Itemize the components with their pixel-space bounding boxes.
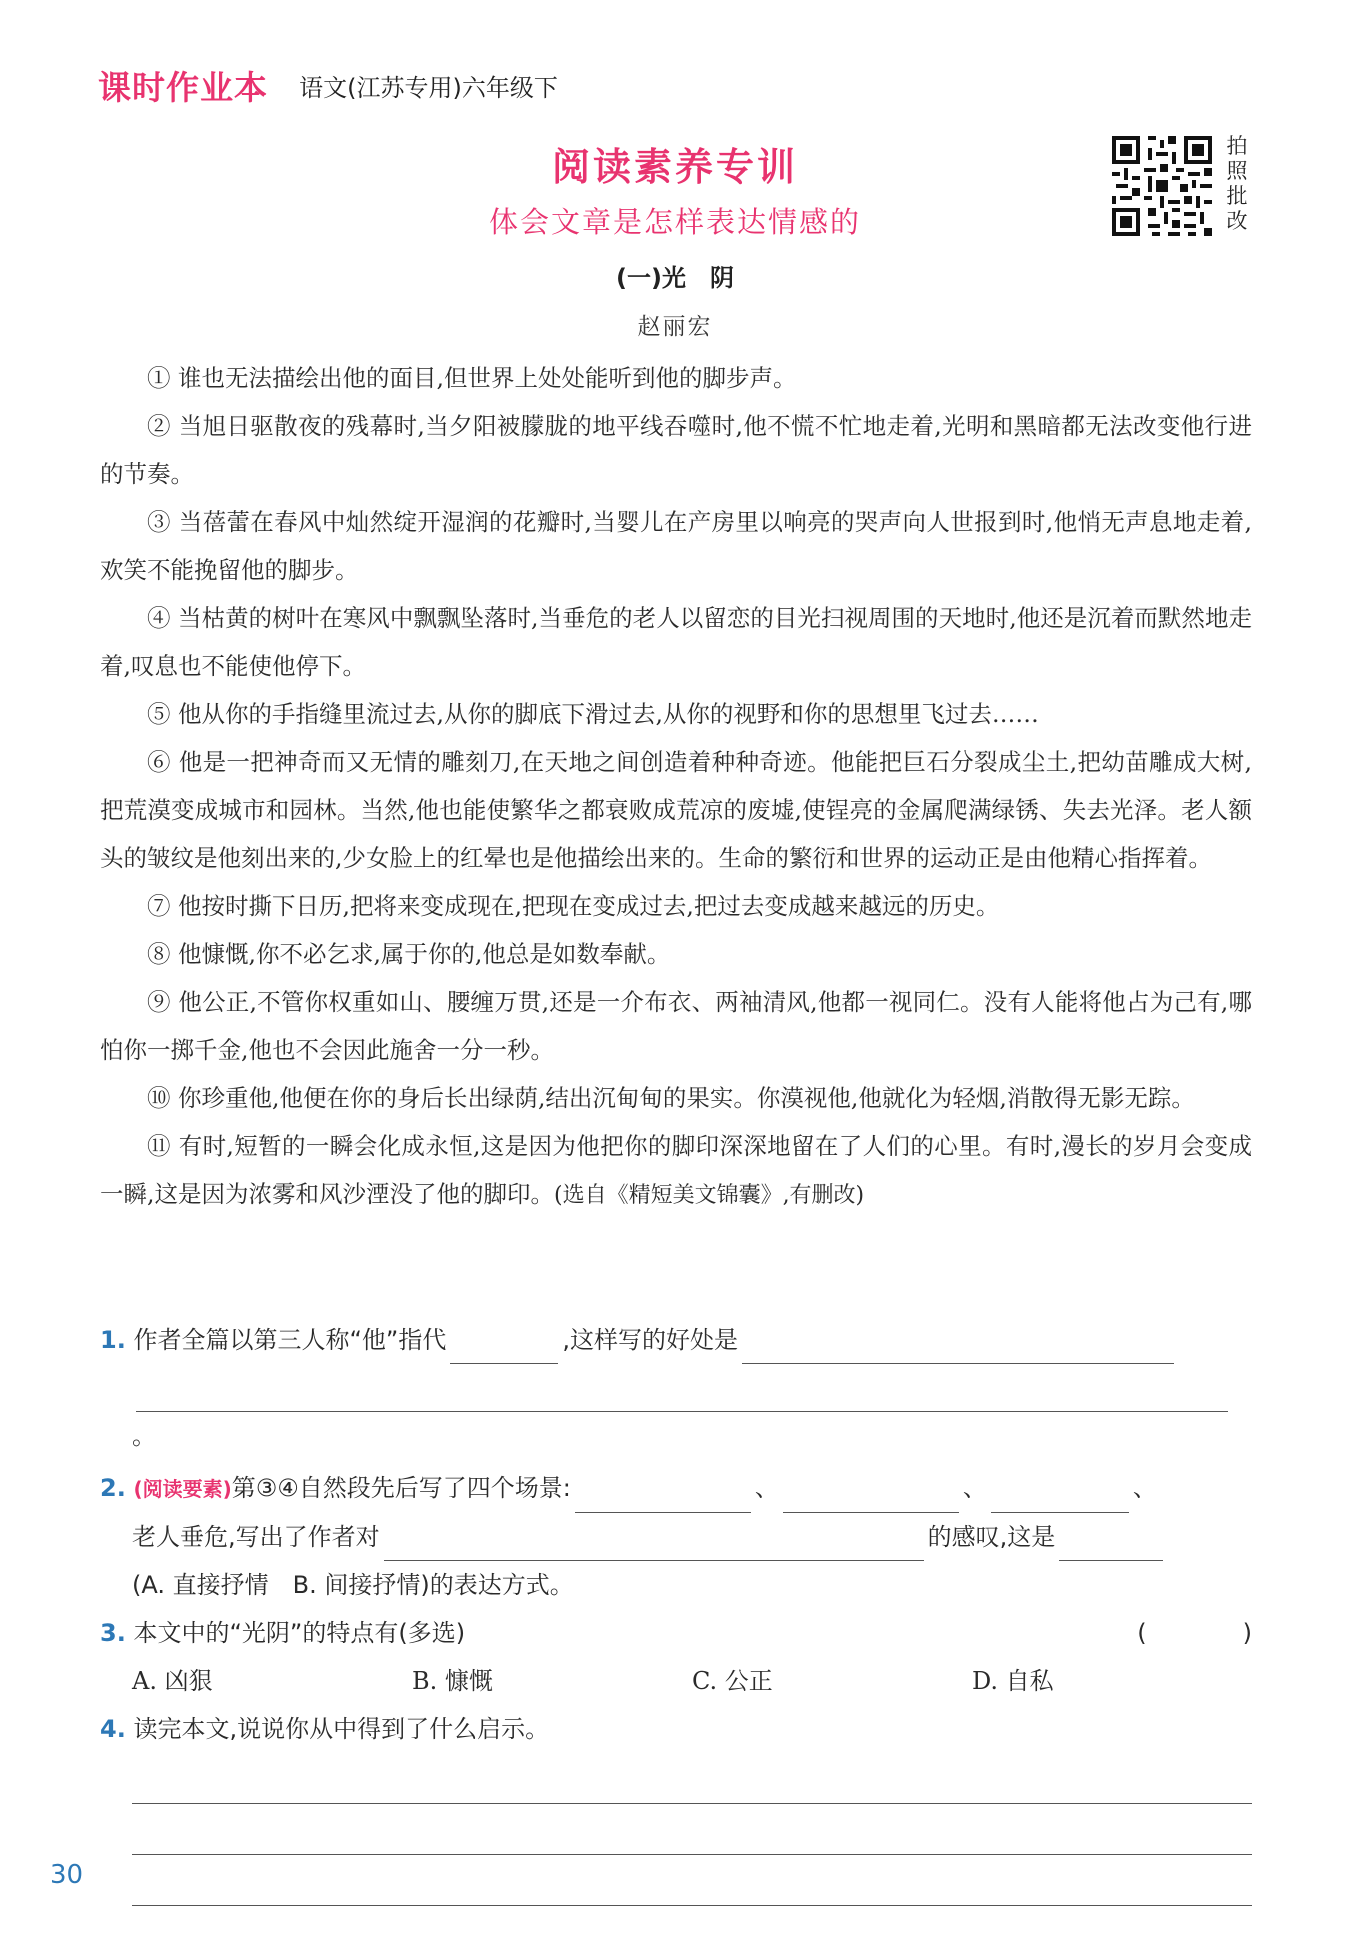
answer-parentheses[interactable] (1137, 1609, 1252, 1657)
question-2-line-2 (100, 1513, 1252, 1561)
separator: 、 (1132, 1474, 1157, 1502)
question-1-text-b: ,这样写的好处是 (562, 1326, 738, 1354)
question-number: 2. (100, 1474, 126, 1502)
separator: 、 (754, 1474, 779, 1502)
option-b[interactable]: B. 慷慨 (412, 1667, 493, 1695)
paragraph-10: ⑩ 你珍重他,他便在你的身后长出绿荫,结出沉甸甸的果实。你漠视他,他就化为轻烟,消散得无影无踪。 (147, 1084, 1195, 1112)
question-3-text: 本文中的“光阴”的特点有(多选) (133, 1619, 466, 1647)
page-subtitle: 体会文章是怎样表达情感的 (488, 205, 861, 239)
paragraph-7: ⑦ 他按时撕下日历,把将来变成现在,把现在变成过去,把过去变成越来越远的历史。 (147, 892, 1000, 920)
question-4 (100, 1705, 1252, 1753)
source-note: (选自《精短美文锦囊》,有删改) (553, 1183, 865, 1208)
question-1-text-a: 作者全篇以第三人称“他”指代 (133, 1326, 447, 1354)
book-name: 语文(江苏专用)六年级下 (299, 74, 558, 102)
question-1 (100, 1316, 1252, 1364)
question-1-continuation (100, 1364, 1252, 1460)
qr-caption: 拍照批改 (1226, 134, 1248, 233)
questions-section (100, 1316, 1252, 1906)
answer-blank-2e[interactable] (1059, 1530, 1163, 1561)
answer-blank-1a[interactable] (450, 1333, 558, 1364)
page-title: 阅读素养专训 (551, 145, 798, 189)
section-title: (一)光 阴 (616, 264, 734, 292)
question-4-text: 读完本文,说说你从中得到了什么启示。 (133, 1715, 550, 1743)
answer-line-3[interactable] (132, 1855, 1252, 1906)
option-a[interactable]: A. 凶狠 (132, 1667, 213, 1695)
paragraph-11 (100, 1122, 1252, 1220)
paragraph-6: ⑥ 他是一把神奇而又无情的雕刻刀,在天地之间创造着种种奇迹。他能把巨石分裂成尘土,把幼苗雕成大树,把荒漠变成城市和园林。当然,他也能使繁华之都衰败成荒凉的废墟,使锃亮的金属爬满绿锈、失去光泽。老人额头的皱纹是他刻出来的,少女脸上的红晕也是他描绘出来的。生命的繁衍和世界的运动正是由他精心指挥着。 (100, 748, 1252, 872)
answer-line-2[interactable] (132, 1804, 1252, 1855)
paragraph-11-text: ⑪ 有时,短暂的一瞬会化成永恒,这是因为他把你的脚印深深地留在了人们的心里。有时,漫长的岁月会变成一瞬,这是因为浓雾和风沙湮没了他的脚印。 (100, 1132, 1252, 1208)
question-2-line-3 (100, 1561, 1252, 1609)
question-3-options (100, 1657, 1252, 1705)
brand-title: 课时作业本 (98, 68, 268, 107)
answer-blank-2c[interactable] (991, 1482, 1129, 1513)
question-number: 4. (100, 1715, 126, 1743)
question-2-text-c: 的感叹,这是 (927, 1523, 1056, 1551)
paragraph-2: ② 当旭日驱散夜的残幕时,当夕阳被朦胧的地平线吞噬时,他不慌不忙地走着,光明和黑暗都无法改变他行进的节奏。 (100, 412, 1252, 488)
reading-passage (100, 354, 1252, 1220)
question-number: 1. (100, 1326, 126, 1354)
question-2-text-b: 老人垂危,写出了作者对 (132, 1523, 380, 1551)
paragraph-5: ⑤ 他从你的手指缝里流过去,从你的脚底下滑过去,从你的视野和你的思想里飞过去…… (147, 700, 1039, 728)
paragraph-1: ① 谁也无法描绘出他的面目,但世界上处处能听到他的脚步声。 (147, 364, 797, 392)
question-2-text-a: 第③④自然段先后写了四个场景: (231, 1474, 571, 1502)
answer-blank-2b[interactable] (783, 1482, 959, 1513)
paragraph-4: ④ 当枯黄的树叶在寒风中飘飘坠落时,当垂危的老人以留恋的目光扫视周围的天地时,他还是沉着而默然地走着,叹息也不能使他停下。 (100, 604, 1252, 680)
answer-blank-2a[interactable] (575, 1482, 751, 1513)
paragraph-3: ③ 当蓓蕾在春风中灿然绽开湿润的花瓣时,当婴儿在产房里以响亮的哭声向人世报到时,他悄无声息地走着,欢笑不能挽留他的脚步。 (100, 508, 1252, 584)
paragraph-8: ⑧ 他慷慨,你不必乞求,属于你的,他总是如数奉献。 (147, 940, 671, 968)
page-header (98, 62, 558, 107)
question-2-text-d: (A. 直接抒情 B. 间接抒情)的表达方式。 (132, 1571, 574, 1599)
author-name: 赵丽宏 (637, 314, 713, 340)
question-3 (100, 1609, 1252, 1657)
question-1-end: 。 (132, 1422, 156, 1450)
separator: 、 (962, 1474, 987, 1502)
reading-element-tag: (阅读要素) (133, 1477, 232, 1501)
question-2 (100, 1464, 1252, 1513)
answer-blank-2d[interactable] (384, 1530, 924, 1561)
answer-blank-1b[interactable] (742, 1333, 1174, 1364)
paren-right: ) (1242, 1619, 1252, 1647)
paragraph-9: ⑨ 他公正,不管你权重如山、腰缠万贯,还是一介布衣、两袖清风,他都一视同仁。没有人能将他占为己有,哪怕你一掷千金,他也不会因此施舍一分一秒。 (100, 988, 1252, 1064)
page-number: 30 (50, 1860, 84, 1890)
answer-line-1[interactable] (132, 1753, 1252, 1804)
question-number: 3. (100, 1619, 126, 1647)
answer-blank-1c[interactable] (136, 1381, 1228, 1412)
option-c[interactable]: C. 公正 (692, 1667, 773, 1695)
paren-left: ( (1137, 1619, 1147, 1647)
option-d[interactable]: D. 自私 (972, 1667, 1054, 1695)
qr-code-icon[interactable] (1112, 136, 1212, 236)
